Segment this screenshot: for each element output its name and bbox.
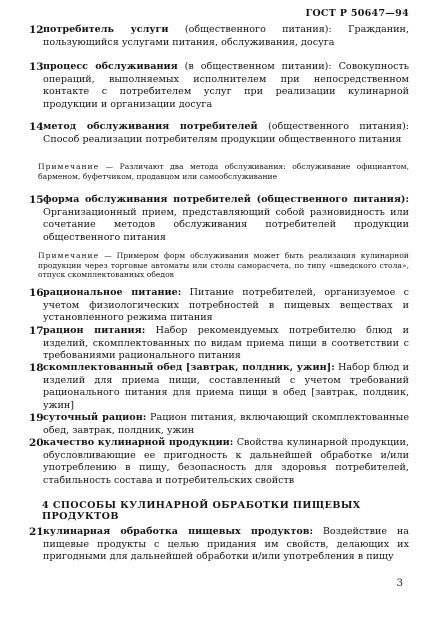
entry-number: 18 bbox=[29, 362, 44, 374]
note-label: Примечание bbox=[38, 251, 100, 260]
entry-number: 14 bbox=[29, 121, 44, 133]
entry-term: рацион питания: bbox=[43, 325, 146, 336]
entry-term: потребитель услуги bbox=[43, 24, 169, 35]
entry-body bbox=[30, 412, 409, 437]
entry-number: 16 bbox=[29, 287, 44, 299]
entry-body bbox=[30, 437, 409, 487]
entry-body bbox=[30, 194, 409, 244]
term-entry-19 bbox=[30, 412, 409, 437]
entry-number: 17 bbox=[29, 325, 44, 337]
entry-term: качество кулинарной продукции: bbox=[43, 437, 234, 448]
term-entry-14 bbox=[30, 121, 409, 146]
page-number: 3 bbox=[396, 578, 403, 589]
entry-definition: (общественного питания): Способ реализации потребителям продукции общественного питания bbox=[43, 121, 409, 145]
standard-header: ГОСТ Р 50647—94 bbox=[305, 8, 409, 19]
entry-body bbox=[30, 61, 409, 111]
section-heading: 4 СПОСОБЫ КУЛИНАРНОЙ ОБРАБОТКИ ПИЩЕВЫХ ПРОДУКТОВ bbox=[42, 500, 361, 522]
note-label: Примечание bbox=[38, 162, 100, 171]
entry-term: рациональное питание: bbox=[43, 287, 182, 298]
entry-body bbox=[30, 325, 409, 363]
entry-term: скомплектованный обед [завтрак, полдник, ужин]: bbox=[43, 362, 335, 373]
note-paragraph bbox=[38, 251, 409, 280]
entry-number: 15 bbox=[29, 194, 44, 206]
entry-definition: Организационный прием, представляющий собой разновидность или сочетание методов обслуживания потребителей продукции общественного питания bbox=[43, 206, 409, 243]
note-text: — Примером форм обслуживания может быть реализация кулинарной продукции через торговые автоматы или столы саморасчета, по типу «шведского стола», отпуск скомплектованных обедов bbox=[38, 251, 409, 280]
entry-body bbox=[30, 287, 409, 325]
entry-definition: Питание потребителей, организуемое с учетом физиологических потребностей в пищевых веществах и установленного режима питания bbox=[43, 287, 409, 323]
entry-definition: Воздействие на пищевые продукты с целью придания им свойств, делающих их пригодными для дальнейшей обработки и/или употребления в пищу bbox=[43, 526, 410, 562]
entry-body bbox=[30, 24, 409, 49]
term-entry-13 bbox=[30, 61, 409, 111]
entry-number: 13 bbox=[29, 61, 44, 73]
term-entry-16 bbox=[30, 287, 409, 325]
term-entry-17 bbox=[30, 325, 409, 363]
term-entry-12 bbox=[30, 24, 409, 49]
entry-definition: (общественного питания): Гражданин, пользующийся услугами питания, обслуживания, досуга bbox=[43, 24, 409, 48]
entry-definition: Набор рекомендуемых потребителю блюд и изделий, скомплектованных по видам приема пищи в соответствии с требованиями рационального питания bbox=[43, 325, 409, 361]
entry-body bbox=[30, 362, 409, 412]
entry-definition: Рацион питания, включающий скомплектованные обед, завтрак, полдник, ужин bbox=[43, 412, 409, 436]
entry-definition: (в общественном питании): Совокупность операций, выполняемых исполнителем при непосредственном контакте с потребителем услуг при реализации кулинарной продукции и организации досуга bbox=[43, 61, 409, 110]
entry-number: 21 bbox=[29, 526, 44, 538]
entry-term: суточный рацион: bbox=[43, 412, 147, 423]
entry-term: кулинарная обработка пищевых продуктов: bbox=[43, 526, 314, 537]
term-entry-18 bbox=[30, 362, 409, 412]
term-entry-20 bbox=[30, 437, 409, 487]
entry-body bbox=[30, 526, 409, 564]
entry-definition: Набор блюд и изделий для приема пищи, составленный с учетом требований рационального питания для приема пищи в обед [завтрак, полдник, ужин] bbox=[43, 362, 409, 411]
note-paragraph bbox=[38, 162, 409, 181]
entry-term: метод обслуживания потребителей bbox=[43, 121, 258, 132]
entry-number: 20 bbox=[29, 437, 44, 449]
term-entry-15 bbox=[30, 194, 409, 244]
entry-body bbox=[30, 121, 409, 146]
entry-definition: Свойства кулинарной продукции, обусловливающие ее пригодность к дальнейшей обработке и/или употреблению в пищу, безопасность для здоровья потребителей, стабильность состава и потребительских свойств bbox=[43, 437, 409, 486]
term-entry-21 bbox=[30, 526, 409, 564]
note-text: — Различают два метода обслуживания: обслуживание официантом, барменом, буфетчиком, продавцом или самообслуживание bbox=[38, 162, 409, 181]
entry-number: 19 bbox=[29, 412, 44, 424]
entry-number: 12 bbox=[29, 24, 44, 36]
entry-term: форма обслуживания потребителей (общественного питания): bbox=[43, 194, 409, 205]
entry-term: процесс обслуживания bbox=[43, 61, 178, 72]
